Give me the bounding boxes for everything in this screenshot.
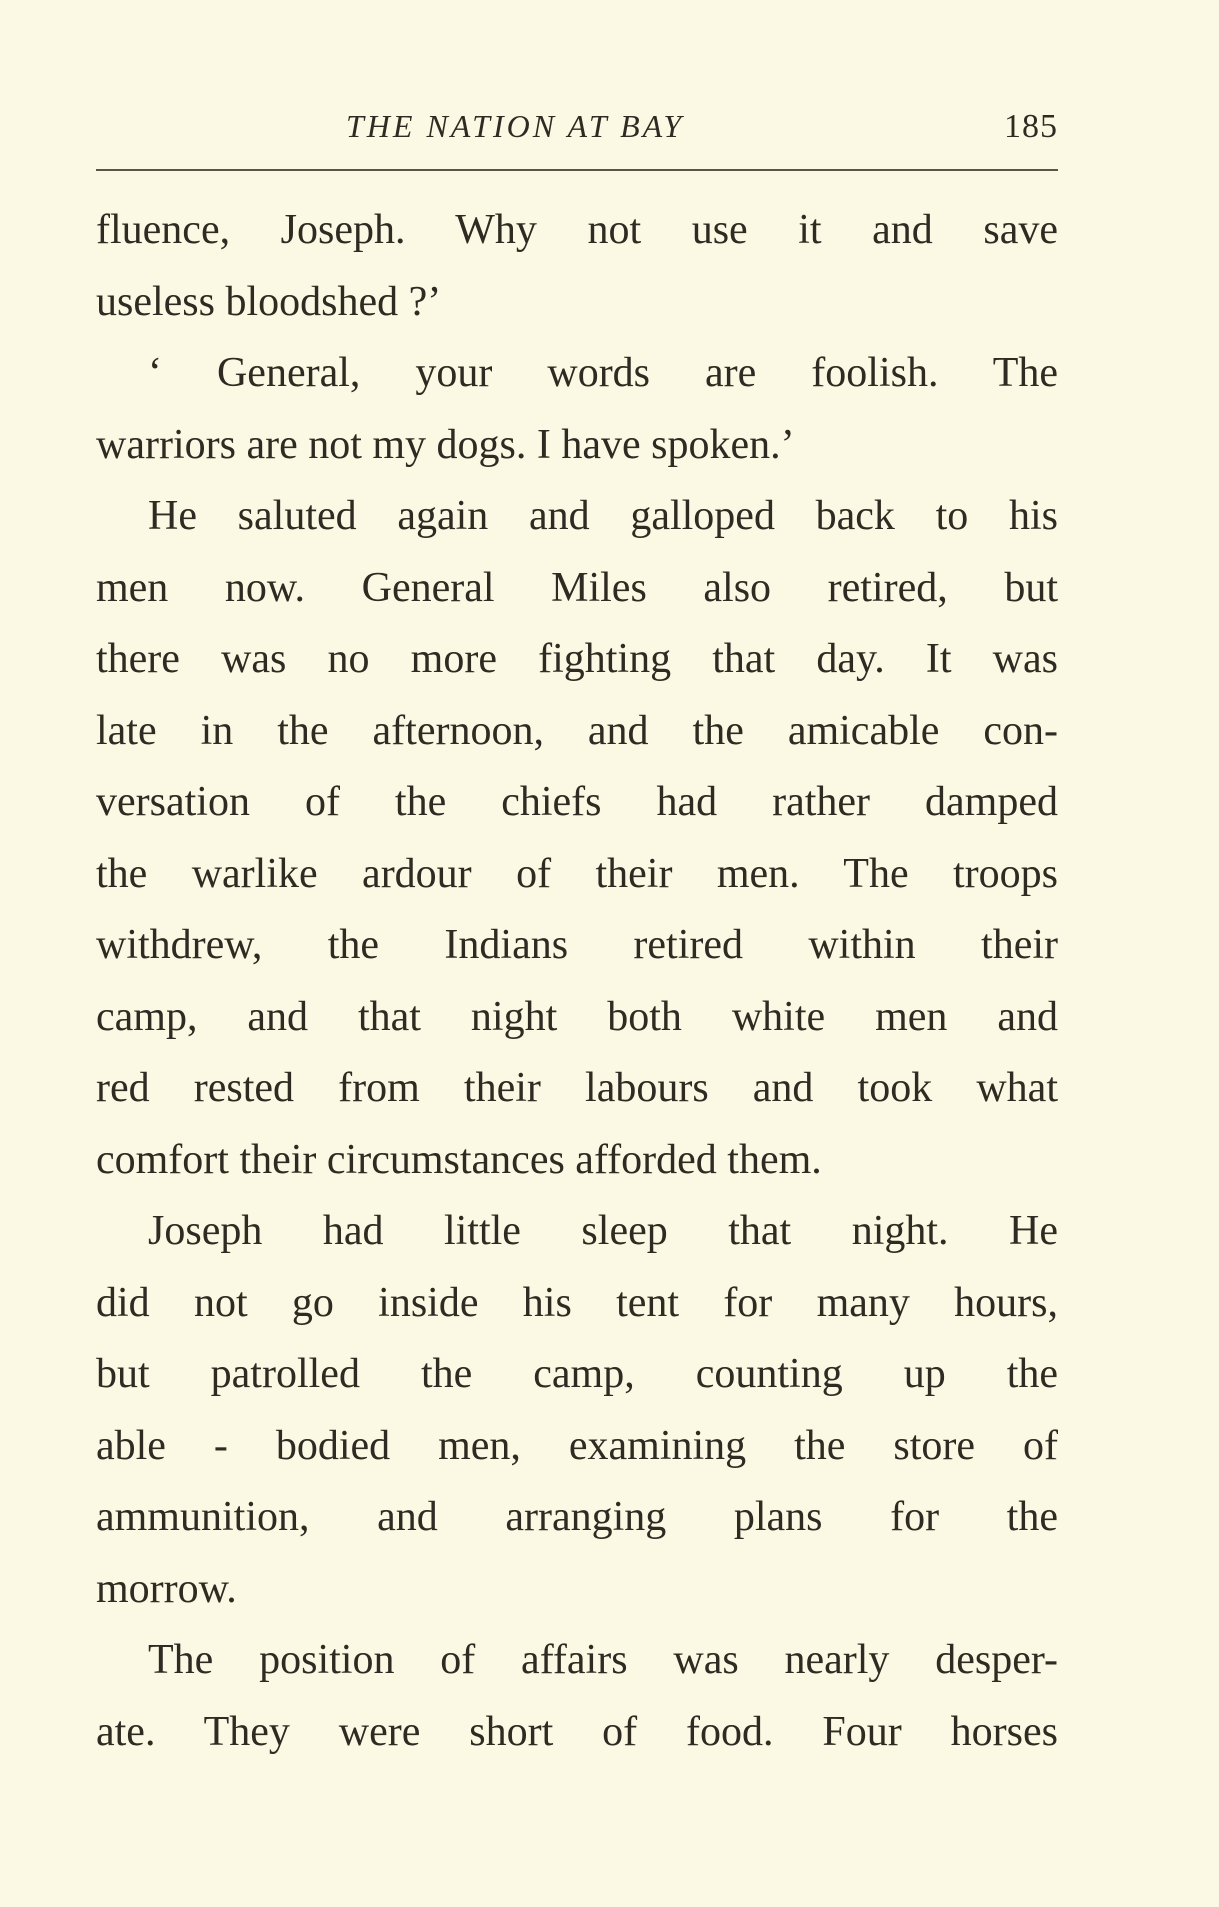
- text-line: useless bloodshed ?’: [96, 278, 442, 325]
- running-head-title: THE NATION AT BAY: [346, 108, 685, 144]
- text-line: warriors are not my dogs. I have spoken.’: [96, 421, 795, 468]
- text-line: late in the afternoon, and the amicable con-: [96, 707, 1058, 754]
- text-line: camp, and that night both white men and: [96, 993, 1058, 1040]
- text-line: Joseph had little sleep that night. He: [148, 1208, 1058, 1254]
- text-line: red rested from their labours and took what: [96, 1065, 1058, 1111]
- text-line: The position of affairs was nearly desper-: [148, 1637, 1058, 1683]
- text-line: able - bodied men, examining the store of: [96, 1422, 1058, 1469]
- text-line: comfort their circumstances afforded them.: [96, 1136, 822, 1183]
- text-line: He saluted again and galloped back to his: [148, 493, 1058, 539]
- text-line: withdrew, the Indians retired within their: [96, 922, 1058, 968]
- text-line: did not go inside his tent for many hours,: [96, 1279, 1058, 1326]
- text-line: ‘ General, your words are foolish. The: [148, 350, 1058, 396]
- text-line: fluence, Joseph. Why not use it and save: [96, 207, 1058, 253]
- text-line: men now. General Miles also retired, but: [96, 564, 1058, 611]
- text-line: versation of the chiefs had rather damped: [96, 779, 1058, 825]
- body-text: [96, 195, 1058, 1768]
- text-line: the warlike ardour of their men. The troops: [96, 850, 1058, 897]
- page-number: 185: [1004, 108, 1058, 145]
- text-line: ate. They were short of food. Four horses: [96, 1708, 1058, 1755]
- text-line: morrow.: [96, 1565, 237, 1612]
- text-line: there was no more fighting that day. It was: [96, 636, 1058, 682]
- running-head: [96, 108, 1058, 158]
- text-line: ammunition, and arranging plans for the: [96, 1494, 1058, 1540]
- header-rule: [96, 169, 1058, 171]
- text-line: but patrolled the camp, counting up the: [96, 1351, 1058, 1397]
